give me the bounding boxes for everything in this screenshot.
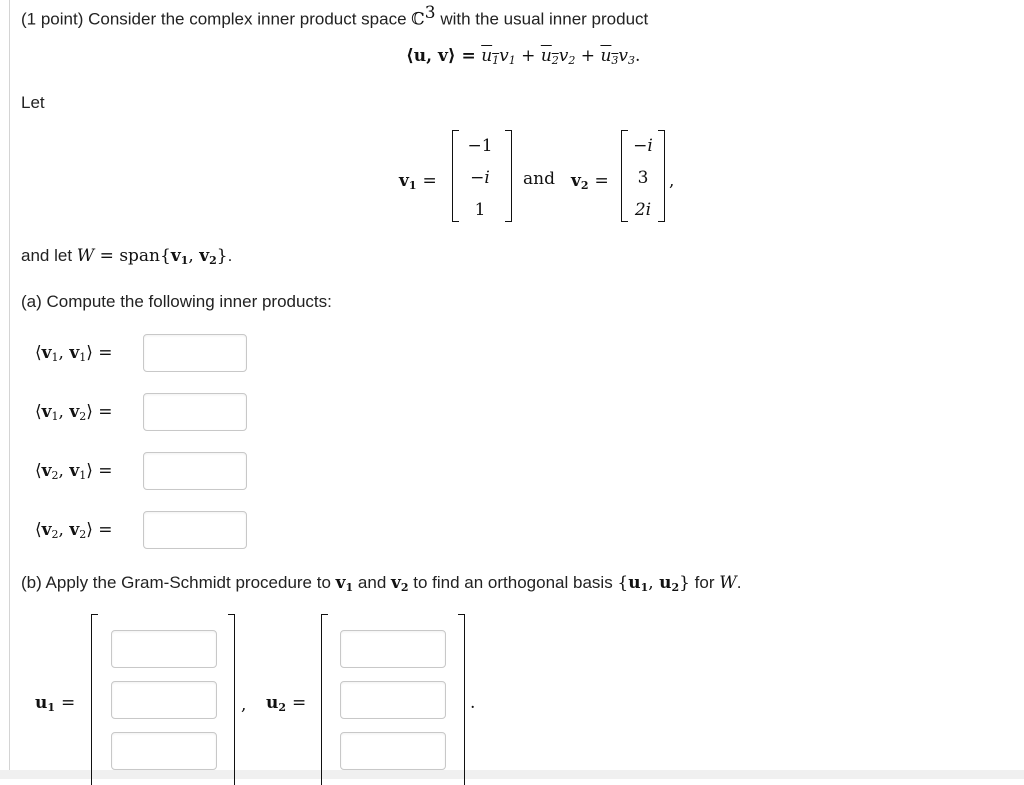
u2-input-2[interactable]	[340, 681, 446, 719]
u1-label: $u_1$ =	[35, 693, 76, 714]
formula-u1: $u_1$	[481, 46, 500, 67]
inner-product-formula: ⟨u, v⟩ = $u_1v_1 + u_2v_2 + u_3v_3$.	[406, 46, 641, 67]
u2-left-bracket	[321, 614, 328, 785]
u-end-period: .	[470, 693, 476, 713]
bottom-bar	[0, 770, 1024, 779]
ip-input-v1-v2[interactable]	[143, 393, 247, 431]
ip-input-v2-v1[interactable]	[143, 452, 247, 490]
intro-suffix: with the usual inner product	[435, 9, 649, 29]
and-text: and	[523, 169, 555, 189]
ip-label-3: $⟨v_2$, $v_1⟩$ =	[35, 461, 113, 482]
v1-label: $v_1$ =	[399, 171, 437, 192]
v1-entry-2: −i	[470, 168, 490, 188]
v2-entry-1: −i	[633, 136, 653, 156]
v1-entry-1: −1	[467, 136, 493, 156]
formula-lhs: ⟨u, v⟩ =	[406, 46, 476, 66]
u1-right-bracket	[228, 614, 235, 785]
u2-right-bracket	[458, 614, 465, 785]
v1-entry-3: 1	[474, 200, 486, 220]
ip-label-2: $⟨v_1$, $v_2⟩$ =	[35, 402, 113, 423]
problem-intro	[21, 3, 648, 30]
v2-entry-2: 3	[637, 168, 649, 188]
span-line: and let $W = span\{v_1$, $v_2$}.	[21, 246, 233, 267]
let-label: Let	[21, 93, 45, 112]
u2-input-1[interactable]	[340, 630, 446, 668]
part-a-label: (a) Compute the following inner products:	[21, 292, 332, 311]
v1-right-bracket	[505, 130, 512, 222]
u1-input-3[interactable]	[111, 732, 217, 770]
ip-label-4: $⟨v_2$, $v_2⟩$ =	[35, 520, 113, 541]
intro-prefix: (1 point) Consider the complex inner product space	[21, 9, 412, 29]
space-symbol: ℂ	[411, 9, 425, 30]
u-comma: ,	[241, 695, 247, 715]
ip-input-v1-v1[interactable]	[143, 334, 247, 372]
u2-input-3[interactable]	[340, 732, 446, 770]
u1-input-2[interactable]	[111, 681, 217, 719]
space-power: 3	[424, 3, 436, 23]
v1-left-bracket	[452, 130, 459, 222]
u1-input-1[interactable]	[111, 630, 217, 668]
u2-label: $u_2$ =	[266, 693, 307, 714]
part-b-label: (b) Apply the Gram-Schmidt procedure to $v_1$ and $v_2$ to find an orthogonal basis {$u_1$, $u_2$} for W.	[21, 573, 742, 594]
v2-comma: ,	[669, 171, 675, 191]
u1-left-bracket	[91, 614, 98, 785]
v2-entry-3: 2i	[634, 200, 652, 220]
ip-label-1: $⟨v_1$, $v_1⟩$ =	[35, 343, 113, 364]
v2-label: $v_2$ =	[571, 171, 609, 192]
ip-input-v2-v2[interactable]	[143, 511, 247, 549]
